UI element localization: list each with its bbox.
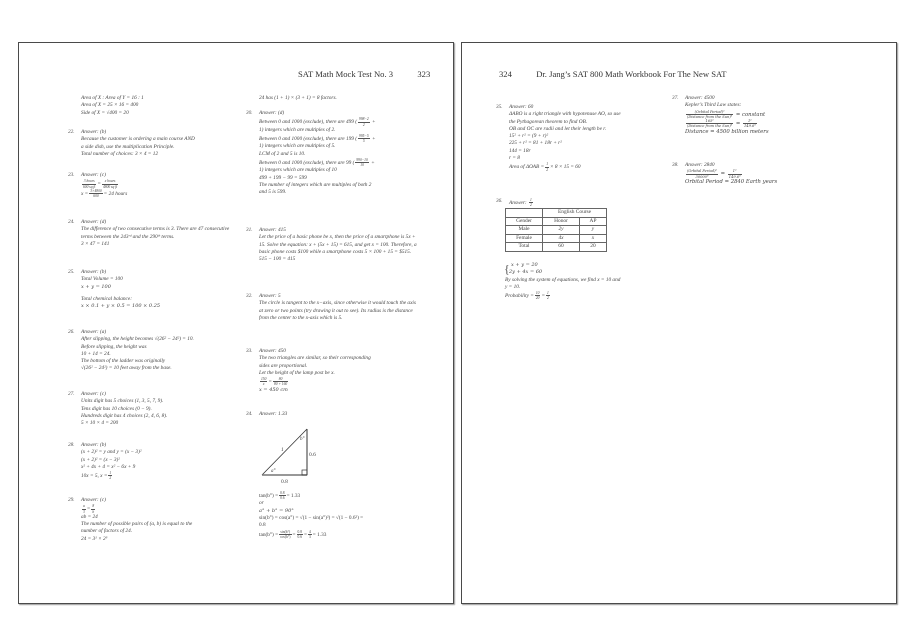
text-line: Kepler’s Third Law states:	[685, 102, 742, 109]
text-line: Total number of choices: 3 × 4 = 12	[81, 150, 158, 157]
equation-line: 2y + 4x = 60	[509, 269, 543, 276]
text-line: Area of X = 25 × 16 = 400	[81, 102, 139, 109]
text-line: r = 8	[509, 155, 520, 162]
answer-label: Answer: (d)	[259, 110, 285, 116]
table-cell: Male	[506, 226, 543, 235]
explanation-text: Let the price of a basic phone be x, then the price of a smartphone is 5x + 15. Solve the equation: x + (5x + 15) = 615, and get x = 100. Therefore, a basic phone costs $100 while a smartphone costs 5 × 100 + 15 = $515.	[259, 234, 417, 255]
page-number: 324	[499, 69, 512, 79]
answer-34	[246, 411, 429, 418]
answer-32	[246, 293, 417, 322]
text-line: Units digit has 5 choices (1, 3, 5, 7, 9).	[81, 398, 164, 405]
text-line: Hundreds digit has 4 choices (2, 4, 6, 8).	[81, 412, 168, 419]
table-cell: Female	[506, 234, 543, 243]
text-line: ΔABO is a right triangle with hypotenuse AO, so use	[509, 111, 621, 118]
table-cell: 2y	[543, 226, 580, 235]
answer-label: Answer: (b)	[81, 269, 107, 275]
table-row	[506, 226, 607, 235]
answer-label: Answer: 2840	[685, 162, 715, 168]
answer-36-work	[505, 262, 685, 301]
question-number: 22.	[68, 129, 75, 135]
table-cell: Total	[506, 243, 543, 252]
two-way-table	[505, 208, 607, 252]
text-line: The number of possible pairs of (a, b) is equal to the	[81, 521, 193, 527]
question-number: 31.	[246, 227, 253, 233]
text-line: 1) integers which are multiples of 2.	[259, 126, 336, 133]
equation-line: 0.8	[259, 522, 266, 529]
right-triangle-diagram	[257, 421, 347, 489]
text-line: or	[259, 500, 264, 507]
answer-26	[68, 329, 251, 373]
text-line: After slipping, the height becomes √(26² − 24²) = 10.	[81, 336, 194, 343]
kepler-substitution: $\frac{\text{165²}}{\text{(Distance from the Sun)³}}$ = $\frac{\text{1²}}{\text{149.6³}}$	[687, 119, 756, 129]
text-line: y = 10.	[505, 283, 521, 290]
table-cell: 4x	[543, 234, 580, 243]
answer-label: Answer: 1.33	[259, 411, 288, 417]
answer-29	[68, 497, 251, 543]
kepler-substitution: $\frac{\text{(Orbital Period)²}}{\text{30000³}}$ = $\frac{\text{1²}}{\text{149.6³}}$	[687, 169, 741, 179]
result-line: 515 − 100 = 415	[259, 256, 296, 263]
kepler-law-equation: $\frac{\text{(Orbital Period)²}}{\text{(Distance from the Sun)³}}$ = constant	[687, 109, 766, 119]
text-line: Total Volume = 100	[81, 276, 123, 283]
question-number: 34.	[246, 411, 253, 417]
question-number: 32.	[246, 293, 253, 299]
text-line: Between 0 and 1000 (exclude), there are 499 ( $\frac{998-2}{2}$ +	[259, 117, 376, 127]
question-number: 26.	[68, 329, 75, 335]
hypotenuse-label: 1	[281, 447, 284, 453]
answer-36	[496, 198, 679, 208]
page-header	[499, 69, 726, 79]
tan-equation: tan(b°) = $\frac{0.8}{0.6}$ = 1.33	[259, 491, 301, 501]
text-line: ab = 24	[81, 513, 98, 520]
question-number: 25.	[68, 269, 75, 275]
answer-30	[246, 110, 424, 197]
tan-equation: tan(b°) = $\frac{\sin(b^\circ)}{\cos(b^\circ)}$ = $\frac{0.8}{0.6}$ = $\frac{4}{3}$ = 1.33	[259, 529, 327, 539]
equation-line: x × 0.1 + y × 0.5 = 100 × 0.25	[81, 303, 161, 310]
text-line: 24 has (1 + 1) × (3 + 1) = 8 factors.	[259, 95, 337, 101]
text-line: the Pythagorean theorem to find OB.	[509, 118, 588, 125]
angle-a-label: a°	[271, 469, 276, 474]
answer-label: Answer: 5	[259, 293, 281, 299]
answer-label: Answer: (a)	[81, 329, 107, 335]
text-line: sides are proportional.	[259, 362, 308, 369]
proportion-equation: $\frac{150}{x}$ = $\frac{80}{80 + 160}$	[261, 377, 288, 387]
question-number: 37.	[672, 95, 679, 101]
solution-equation: x = $\frac{3\times 4800}{600}$ = 24 hours	[81, 188, 128, 198]
question-number: 27.	[68, 391, 75, 397]
text-line: 10 + 14 = 24.	[81, 350, 111, 357]
text-line: 5 × 10 × 4 = 200	[81, 420, 119, 427]
text-line: Between 0 and 1000 (exclude), there are 99 ( $\frac{990-10}{10}$ +	[259, 158, 375, 168]
result-line: x = 450 cm	[259, 386, 288, 393]
proportion-equation: $\frac{\text{3 hours}}{\text{600 sq ft}}$ = $\frac{\text{x hours}}{\text{4800 sq ft}}$	[83, 179, 118, 189]
answer-31	[246, 227, 419, 263]
page-323	[18, 42, 454, 604]
question-number: 30.	[246, 110, 253, 116]
equation-line: a° + b° = 90°	[259, 507, 294, 514]
question-number: 33.	[246, 348, 253, 354]
answer-27	[68, 391, 251, 427]
question-number: 24.	[68, 219, 75, 225]
text-line: 24 = 3¹ × 2³	[81, 535, 108, 542]
column-header: Honor	[543, 217, 580, 226]
question-number: 38.	[672, 162, 679, 168]
question-number: 35.	[496, 104, 503, 110]
answer-21-continued	[81, 95, 251, 117]
page-header	[298, 69, 430, 79]
answer-35	[496, 104, 679, 172]
text-line: Side of X = √400 = 20	[81, 109, 129, 116]
text-line: √(26² − 24²) = 10 feet away from the base.	[81, 365, 172, 372]
text-line: The number of integers which are multiples of both 2	[259, 182, 372, 188]
text-line: 15² + r² = (9 + r)²	[509, 133, 549, 140]
text-line: LCM of 2 and 5 is 10.	[259, 150, 306, 157]
text-line: By solving the system of equations, we find x = 10 and	[505, 276, 621, 283]
answer-22	[68, 129, 251, 158]
angle-b-label: b°	[300, 437, 305, 442]
text-line: OB and OC are radii and let their length be r.	[509, 125, 607, 132]
text-line: 144 = 18r	[509, 147, 531, 154]
text-line: x² + 4x + 4 = x² − 6x + 9	[81, 463, 136, 470]
answer-label: Answer: (d)	[81, 219, 107, 225]
text-line: (x + 2)² = y and y = (x − 3)²	[81, 449, 142, 456]
answer-label: Answer: $\frac{1}{2}$	[509, 198, 532, 208]
text-line: number of factors of 24.	[81, 528, 133, 535]
answer-28	[68, 442, 251, 481]
column-header: Gender	[506, 217, 543, 226]
text-line: a side dish, use the multiplication Principle.	[81, 143, 175, 150]
column-header: AP	[580, 217, 607, 226]
text-line: 1) integers which are multiples of 10	[259, 167, 337, 174]
vertical-side-label: 0.6	[309, 452, 316, 458]
page-324	[461, 42, 897, 604]
base-label: 0.8	[281, 479, 288, 485]
answer-label: Answer: 450	[259, 348, 286, 354]
page-number: 323	[417, 69, 431, 79]
text-line: and 5 is 599.	[259, 189, 287, 196]
answer-label: Answer: (b)	[81, 129, 107, 135]
text-line: Tens digit has 10 choices (0 − 9).	[81, 405, 152, 412]
text-line: 499 + 199 − 99 = 599	[259, 174, 307, 181]
table-cell: 60	[543, 243, 580, 252]
text-line: 225 + r² = 81 + 18r + r²	[509, 140, 562, 147]
equation-line: sin(b°) = cos(a°) = √(1 − sin(a°)²) = √(1 − 0.6²) =	[259, 515, 364, 521]
ratio-equation: $\frac{a}{3}$ = $\frac{8}{b}$	[83, 504, 95, 514]
table-row	[506, 243, 607, 252]
table-cell: y	[580, 226, 607, 235]
answer-label: Answer: 4500	[685, 95, 715, 101]
answer-34-work	[259, 491, 434, 539]
solution-line: 10x = 5, x = $\frac{1}{2}$	[81, 471, 112, 481]
text-line: The bottom of the ladder was originally	[81, 358, 166, 365]
answer-label: Answer: (b)	[81, 442, 107, 448]
answer-label: Answer: (c)	[81, 497, 106, 503]
header-title: Dr. Jang’s SAT 800 Math Workbook For The New SAT	[536, 69, 727, 79]
text-line: Area of X : Area of Y = 16 : 1	[81, 95, 144, 101]
table-cell: 20	[580, 243, 607, 252]
equation-line: x + y = 100	[81, 283, 111, 290]
question-number: 29.	[68, 497, 75, 503]
answer-25	[68, 269, 251, 310]
table-row	[506, 234, 607, 243]
answer-label: Answer: (c)	[81, 172, 106, 178]
system-brace-icon: {	[504, 262, 510, 276]
question-number: 23.	[68, 172, 75, 178]
header-title: SAT Math Mock Test No. 3	[298, 69, 394, 79]
result-line: 3 × 47 = 141	[81, 240, 110, 247]
table-header-row	[506, 217, 607, 226]
probability-equation: Probability = $\frac{10}{20}$ = $\frac{1}{2}$	[505, 291, 549, 301]
result-line: Orbital Period = 2840 Earth years	[685, 178, 778, 185]
question-number: 28.	[68, 442, 75, 448]
equation-line: x + y = 20	[511, 262, 538, 268]
text-line: The two triangles are similar, so their corresponding	[259, 355, 371, 362]
answer-23	[68, 172, 251, 198]
answer-33	[246, 348, 424, 394]
answer-29-continued	[259, 95, 419, 102]
text-line: Let the height of the lamp post be x.	[259, 369, 335, 376]
text-line: Before slipping, the height was	[81, 343, 147, 350]
answer-label: Answer: 60	[509, 104, 534, 110]
explanation-text: The difference of two consecutive terms is 3. There are 47 consecutive terms between the 243ʳᵈ and the 290ᵗʰ terms.	[81, 226, 230, 240]
text-line: Total chemical balance:	[81, 295, 132, 302]
result-line: Distance = 4500 billion meters	[685, 128, 769, 135]
text-line: Between 0 and 1000 (exclude), there are 199 ( $\frac{995-5}{5}$ +	[259, 134, 376, 144]
question-number: 36.	[496, 198, 503, 204]
text-line: 1) integers which are multiples of 5.	[259, 143, 336, 150]
answer-38	[672, 162, 835, 186]
answer-label: Answer: (c)	[81, 391, 106, 397]
text-line: (x + 2)² = (x − 3)²	[81, 456, 120, 463]
explanation-text: The circle is tangent to the x−axis, since otherwise it would touch the axis at zero or two points (try drawing it out to see). Its radius is the distance from the center to the x-axis which is 5.	[259, 300, 416, 321]
answer-24	[68, 219, 239, 248]
table-group-header: English Course	[543, 209, 607, 218]
answer-37	[672, 95, 835, 136]
answer-label: Answer: 415	[259, 227, 286, 233]
table-cell: x	[580, 234, 607, 243]
area-equation: Area of ΔOAB = $\frac{1}{2}$ × 8 × 15 = 60	[509, 162, 581, 172]
text-line: Because the customer is ordering a main course AND	[81, 136, 195, 143]
